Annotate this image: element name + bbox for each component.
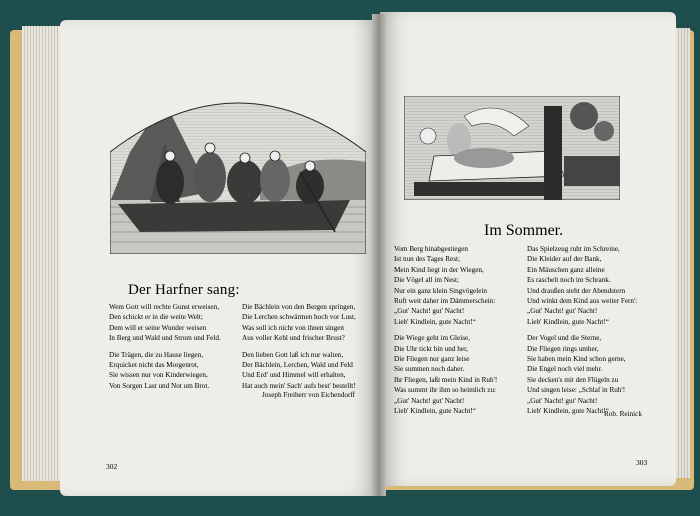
poem-line: Von Sorgen Last und Not um Brot. bbox=[109, 381, 210, 390]
poem-left-column-2 bbox=[242, 302, 356, 397]
poem-line: Erquicket nicht das Morgenrot, bbox=[109, 361, 199, 370]
poem-line: Ruft weit daher im Dämmerschein: bbox=[394, 297, 496, 306]
poem-line: Der Bächlein, Lerchen, Wald und Feld bbox=[242, 361, 353, 370]
poem-title-right: Im Sommer. bbox=[484, 222, 564, 239]
stanza bbox=[109, 302, 221, 344]
stanza bbox=[242, 302, 356, 344]
poem-line: Sie haben mein Kind schon gerne, bbox=[527, 355, 626, 364]
poem-line: Das Spielzeug ruht im Schreine, bbox=[527, 245, 620, 253]
poem-line: Und draußen steht der Abendstern bbox=[527, 286, 626, 295]
poem-line: Und singen leise: „Schlaf in Ruh'! bbox=[527, 386, 626, 395]
poem-left-column-1 bbox=[109, 302, 221, 397]
author-right: Rob. Reinick bbox=[604, 410, 642, 418]
book-gutter bbox=[372, 14, 386, 496]
poem-line: Lieb' Kindlein, gute Nacht!“ bbox=[394, 407, 476, 416]
poem-line: Nur ein ganz klein Singvögelein bbox=[394, 286, 488, 295]
poem-line: Der Vogel und die Sterne, bbox=[527, 334, 602, 343]
poem-right-column-2 bbox=[527, 244, 637, 423]
angel-cradle-illustration bbox=[404, 96, 620, 200]
poem-right-column-1 bbox=[394, 244, 497, 423]
harpist-boat-illustration bbox=[110, 82, 366, 254]
poem-line: Sie summen noch daher. bbox=[394, 365, 465, 374]
poem-line: Ist nun des Tages Rest; bbox=[394, 255, 461, 264]
poem-line: Es raschelt noch im Schrank. bbox=[527, 276, 611, 285]
page-number-left: 302 bbox=[106, 462, 118, 471]
poem-line: Die Uhr tickt hin und her, bbox=[394, 344, 468, 353]
poem-line: Die Vögel all im Nest; bbox=[394, 276, 459, 285]
poem-title-left: Der Harfner sang: bbox=[128, 282, 240, 298]
stanza bbox=[109, 350, 221, 392]
poem-line: „Gut' Nacht! gut' Nacht! bbox=[394, 396, 465, 405]
poem-line: Aus voller Kehl und frischer Brust? bbox=[242, 334, 345, 343]
poem-line: Was summt ihr ihm so heimlich zu: bbox=[394, 386, 497, 395]
poem-line: „Gut' Nacht! gut' Nacht! bbox=[394, 307, 465, 316]
stanza bbox=[527, 244, 637, 327]
poem-line: Lieb' Kindlein, gute Nacht!“ bbox=[527, 407, 609, 416]
poem-line: Und winkt dem Kind aus weiter Fern': bbox=[527, 297, 638, 306]
poem-line: Den lieben Gott laß ich nur walten, bbox=[242, 350, 344, 359]
poem-line: Die Trägen, die zu Hause liegen, bbox=[109, 350, 204, 359]
poem-line: „Gut' Nacht! gut' Nacht! bbox=[527, 396, 598, 405]
poem-line: Dem will er seine Wunder weisen bbox=[109, 323, 207, 332]
poem-line: Sie decken's mit den Flügeln zu bbox=[527, 375, 619, 384]
poem-line: Die Fliegen nur ganz leise bbox=[394, 355, 470, 364]
poem-line: Vom Berg hinabgestiegen bbox=[394, 245, 468, 253]
poem-line: In Berg und Wald und Strom und Feld. bbox=[109, 334, 221, 343]
stanza bbox=[394, 333, 497, 416]
poem-line: Was soll ich nicht von ihnen singen bbox=[242, 323, 345, 332]
page-edges-right bbox=[676, 28, 690, 478]
poem-line: Mein Kind liegt in der Wiegen, bbox=[394, 265, 484, 274]
stanza bbox=[527, 333, 637, 416]
poem-line: Lieb' Kindlein, gute Nacht!“ bbox=[527, 317, 609, 326]
poem-line: Die Bächlein von den Bergen springen, bbox=[242, 303, 356, 311]
poem-line: Den schickt er in die weite Welt; bbox=[109, 313, 203, 322]
poem-line: „Gut' Nacht! gut' Nacht! bbox=[527, 307, 598, 316]
poem-line: Die Engel noch viel mehr. bbox=[527, 365, 603, 374]
poem-line: Wem Gott will rechte Gunst erweisen, bbox=[109, 303, 219, 311]
poem-line: Sie wissen nur von Kinderwiegen, bbox=[109, 371, 208, 380]
poem-line: Ein Mäuschen ganz alleine bbox=[527, 265, 605, 274]
poem-line: Hat auch mein' Sach' aufs best' bestellt! bbox=[242, 381, 356, 390]
poem-line: Die Kleider auf der Bank, bbox=[527, 255, 602, 264]
poem-line: Ihr Fliegen, laßt mein Kind in Ruh'! bbox=[394, 375, 498, 384]
poem-line: Und Erd' und Himmel will erhalten, bbox=[242, 371, 346, 380]
stanza bbox=[242, 350, 356, 392]
page-number-right: 303 bbox=[636, 458, 648, 467]
poem-line: Lieb' Kindlein, gute Nacht!“ bbox=[394, 317, 476, 326]
poem-line: Die Fliegen rings umher, bbox=[527, 344, 599, 353]
author-left: Joseph Freiherr von Eichendorff bbox=[262, 391, 356, 399]
poem-line: Die Lerchen schwärmen hoch vor Lust, bbox=[242, 313, 356, 322]
stanza bbox=[394, 244, 497, 327]
poem-line: Die Wiege geht im Gleise, bbox=[394, 334, 471, 343]
